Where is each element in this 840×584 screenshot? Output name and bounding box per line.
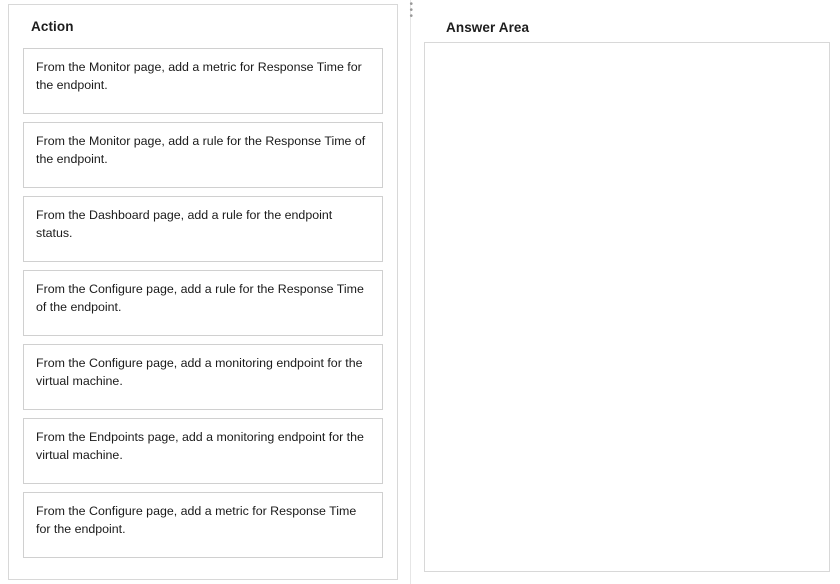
action-item[interactable]: From the Monitor page, add a metric for Response Time for the endpoint. [23, 48, 383, 114]
action-panel-title: Action [31, 19, 74, 34]
drag-handle-icon[interactable]: • • • [409, 0, 415, 22]
panel-splitter[interactable] [405, 0, 417, 584]
action-item[interactable]: From the Configure page, add a rule for the Response Time of the endpoint. [23, 270, 383, 336]
action-item[interactable]: From the Dashboard page, add a rule for the endpoint status. [23, 196, 383, 262]
answer-drop-zone[interactable] [424, 42, 830, 572]
action-item[interactable]: From the Configure page, add a metric for Response Time for the endpoint. [23, 492, 383, 558]
action-item[interactable]: From the Configure page, add a monitoring endpoint for the virtual machine. [23, 344, 383, 410]
action-panel [8, 4, 398, 580]
answer-area-title: Answer Area [446, 20, 530, 35]
action-item[interactable]: From the Endpoints page, add a monitoring endpoint for the virtual machine. [23, 418, 383, 484]
action-item[interactable]: From the Monitor page, add a rule for the Response Time of the endpoint. [23, 122, 383, 188]
action-list [23, 48, 383, 558]
splitter-line [410, 0, 411, 584]
answer-area-panel [418, 4, 832, 580]
